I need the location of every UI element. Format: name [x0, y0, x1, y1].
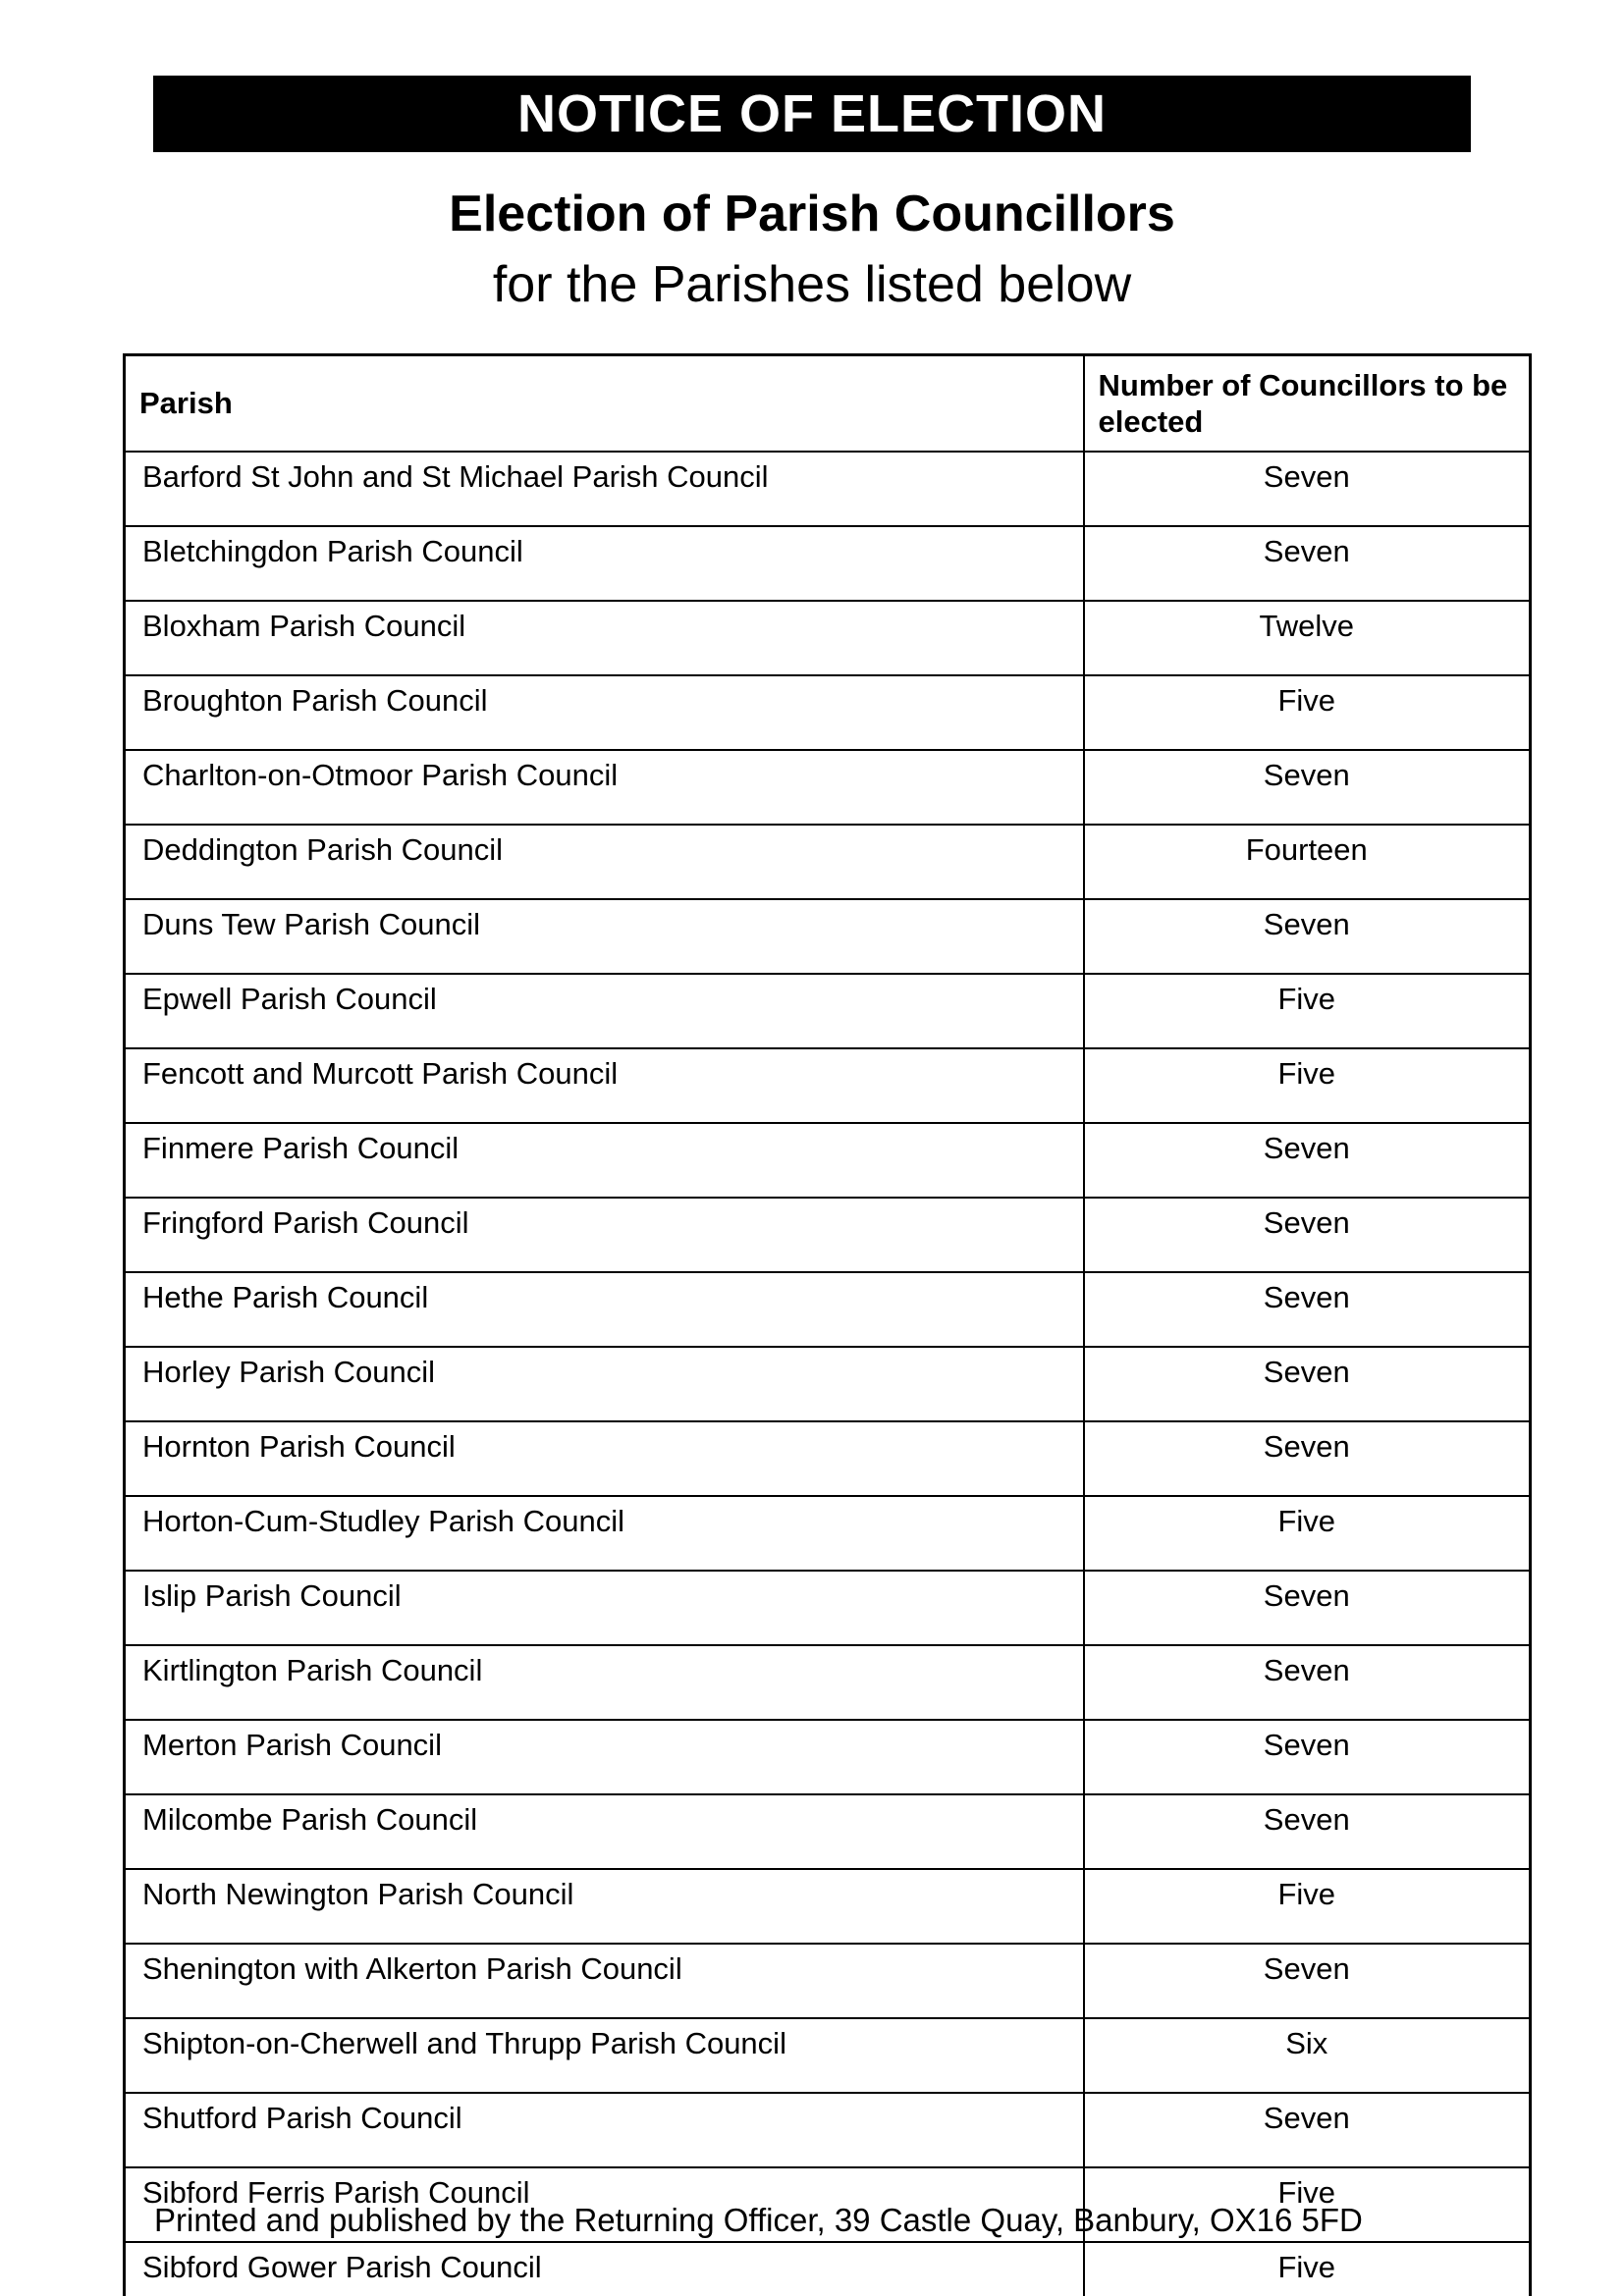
table-row — [125, 2093, 1531, 2167]
table-row — [125, 1720, 1531, 1794]
councillors-cell: Seven — [1084, 1720, 1531, 1794]
councillors-cell: Seven — [1084, 1347, 1531, 1421]
column-header-parish: Parish — [125, 355, 1084, 453]
councillors-cell: Seven — [1084, 1794, 1531, 1869]
table-row — [125, 750, 1531, 825]
parish-cell: Horton-Cum-Studley Parish Council — [125, 1496, 1084, 1571]
table-row — [125, 1347, 1531, 1421]
councillors-cell: Seven — [1084, 2093, 1531, 2167]
parish-cell: Barford St John and St Michael Parish Council — [125, 452, 1084, 526]
councillors-cell: Five — [1084, 2242, 1531, 2296]
councillors-cell: Seven — [1084, 1571, 1531, 1645]
councillors-cell: Five — [1084, 2167, 1531, 2242]
councillors-cell: Seven — [1084, 1421, 1531, 1496]
councillors-cell: Six — [1084, 2018, 1531, 2093]
table-header-row — [125, 355, 1531, 453]
councillors-cell: Seven — [1084, 526, 1531, 601]
parish-cell: Broughton Parish Council — [125, 675, 1084, 750]
councillors-cell: Five — [1084, 1496, 1531, 1571]
parish-cell: Hornton Parish Council — [125, 1421, 1084, 1496]
table-row — [125, 974, 1531, 1048]
councillors-cell: Seven — [1084, 899, 1531, 974]
footer-text: Printed and published by the Returning Officer, 39 Castle Quay, Banbury, OX16 5FD — [154, 2202, 1363, 2238]
parish-cell: Fencott and Murcott Parish Council — [125, 1048, 1084, 1123]
table-row — [125, 601, 1531, 675]
table-row — [125, 1645, 1531, 1720]
parish-cell: North Newington Parish Council — [125, 1869, 1084, 1944]
table-row — [125, 675, 1531, 750]
parish-cell: Charlton-on-Otmoor Parish Council — [125, 750, 1084, 825]
councillors-cell: Five — [1084, 1048, 1531, 1123]
parish-cell: Hethe Parish Council — [125, 1272, 1084, 1347]
table-row — [125, 1496, 1531, 1571]
councillors-cell: Twelve — [1084, 601, 1531, 675]
parishes-table-body — [125, 452, 1531, 2296]
parish-cell: Sibford Gower Parish Council — [125, 2242, 1084, 2296]
parishes-table — [123, 353, 1532, 2296]
councillors-cell: Seven — [1084, 750, 1531, 825]
page-title: Election of Parish Councillors — [449, 186, 1175, 242]
notice-banner — [153, 76, 1471, 152]
table-row — [125, 1421, 1531, 1496]
table-row — [125, 452, 1531, 526]
table-row — [125, 1571, 1531, 1645]
councillors-cell: Fourteen — [1084, 825, 1531, 899]
parish-cell: Finmere Parish Council — [125, 1123, 1084, 1198]
councillors-cell: Seven — [1084, 1198, 1531, 1272]
table-row — [125, 1048, 1531, 1123]
parish-cell: Islip Parish Council — [125, 1571, 1084, 1645]
table-row — [125, 899, 1531, 974]
table-row — [125, 1123, 1531, 1198]
councillors-cell: Seven — [1084, 1272, 1531, 1347]
councillors-cell: Five — [1084, 1869, 1531, 1944]
table-row — [125, 2242, 1531, 2296]
parish-cell: Deddington Parish Council — [125, 825, 1084, 899]
table-row — [125, 1198, 1531, 1272]
parish-cell: Shutford Parish Council — [125, 2093, 1084, 2167]
parish-cell: Epwell Parish Council — [125, 974, 1084, 1048]
councillors-cell: Seven — [1084, 1123, 1531, 1198]
councillors-cell: Five — [1084, 675, 1531, 750]
parish-cell: Duns Tew Parish Council — [125, 899, 1084, 974]
parish-cell: Bloxham Parish Council — [125, 601, 1084, 675]
table-row — [125, 526, 1531, 601]
table-row — [125, 825, 1531, 899]
table-row — [125, 1944, 1531, 2018]
parish-cell: Kirtlington Parish Council — [125, 1645, 1084, 1720]
parish-cell: Fringford Parish Council — [125, 1198, 1084, 1272]
parish-cell: Shenington with Alkerton Parish Council — [125, 1944, 1084, 2018]
table-row — [125, 1794, 1531, 1869]
table-row — [125, 1272, 1531, 1347]
parish-cell: Bletchingdon Parish Council — [125, 526, 1084, 601]
parish-cell: Sibford Ferris Parish Council — [125, 2167, 1084, 2242]
councillors-cell: Five — [1084, 974, 1531, 1048]
page-subtitle: for the Parishes listed below — [492, 256, 1132, 313]
table-row — [125, 2018, 1531, 2093]
column-header-councillors: Number of Councillors to be elected — [1084, 355, 1531, 453]
parish-cell: Merton Parish Council — [125, 1720, 1084, 1794]
councillors-cell: Seven — [1084, 1645, 1531, 1720]
parish-cell: Shipton-on-Cherwell and Thrupp Parish Council — [125, 2018, 1084, 2093]
table-row — [125, 1869, 1531, 1944]
notice-banner-title: NOTICE OF ELECTION — [516, 84, 1107, 143]
councillors-cell: Seven — [1084, 1944, 1531, 2018]
councillors-cell: Seven — [1084, 452, 1531, 526]
parish-cell: Milcombe Parish Council — [125, 1794, 1084, 1869]
parish-cell: Horley Parish Council — [125, 1347, 1084, 1421]
